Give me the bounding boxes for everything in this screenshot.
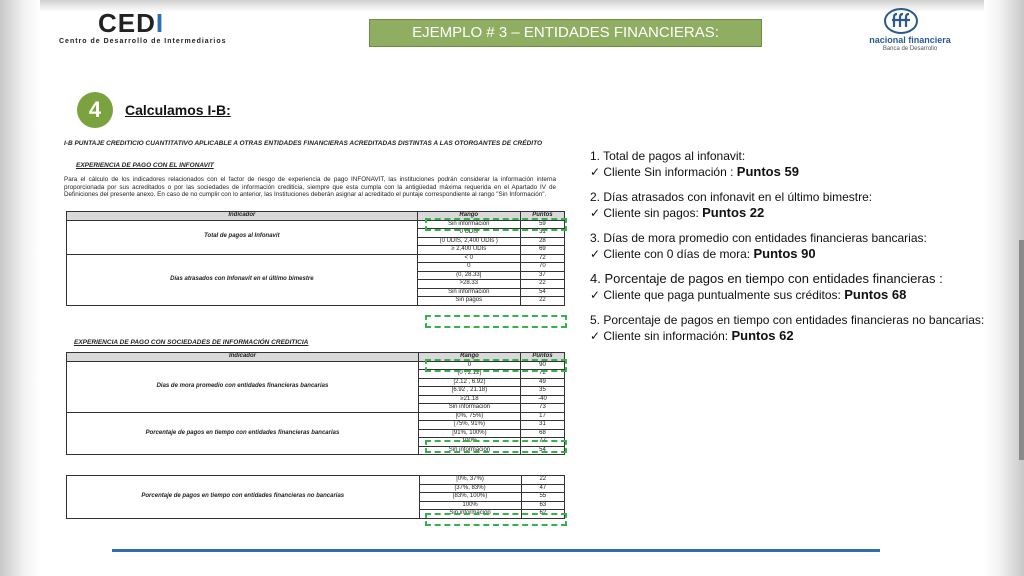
result-points: Puntos 90 — [753, 246, 816, 261]
nf-logo-icon — [884, 8, 918, 34]
points-cell: 68 — [520, 429, 564, 438]
result-points: Puntos 62 — [731, 328, 794, 343]
points-cell: 72 — [520, 254, 564, 263]
points-cell: 31 — [520, 229, 564, 238]
slide-title: EJEMPLO # 3 – ENTIDADES FINANCIERAS: — [369, 19, 762, 47]
indicator-cell: Días de mora promedio con entidades financieras bancarias — [67, 361, 419, 412]
cedi-logo-text — [98, 8, 164, 39]
points-cell: 54 — [520, 288, 564, 297]
cedi-logo-letters: CED — [98, 8, 156, 38]
result-detail — [590, 287, 1006, 303]
points-cell: 54 — [520, 446, 564, 455]
result-detail-text: ✓ Cliente Sin información : — [590, 165, 737, 179]
result-item — [590, 189, 1006, 221]
document-paragraph: Para el cálculo de los indicadores relacionados con el factor de riesgo de experiencia de pago INFONAVIT, las instituciones podrán considerar la información interna proporcionada por sus acreditados o por las sociedades de información crediticia, siempre que esta cumpla con la antigüedad máxima requerida en el Apartado IV de Definiciones del presente anexo. En caso de no cumplir con lo anterior, las Instituciones deberán asignar al acreditado el puntaje correspondiente al rango "Sin Información". — [64, 176, 556, 199]
result-detail-text: ✓ Cliente sin información: — [590, 329, 732, 343]
points-cell: 63 — [521, 501, 564, 510]
result-label: 3. Días de mora promedio con entidades financieras bancarias: — [590, 231, 927, 245]
cedi-logo-subtitle: Centro de Desarrollo de Intermediarios — [59, 38, 227, 45]
range-cell: Sin pagos — [417, 297, 520, 306]
range-cell: (0, 28.33] — [417, 271, 520, 280]
indicator-cell: Porcentaje de pagos en tiempo con entidades financieras bancarias — [67, 412, 419, 455]
header-points: Puntos — [520, 212, 564, 221]
highlight-row-cero-dias — [425, 359, 567, 372]
indicator-cell: Total de pagos al Infonavit — [67, 220, 418, 254]
result-detail-text: ✓ Cliente con 0 días de mora: — [590, 247, 754, 261]
points-cell: 17 — [520, 412, 564, 421]
range-cell: [6.92 , 21.18) — [418, 387, 520, 396]
highlight-row-sin-pagos — [425, 315, 567, 328]
indicator-cell: Porcentaje de pagos en tiempo con entidades financieras no bancarias — [67, 476, 420, 519]
points-cell: 90 — [520, 361, 564, 370]
points-cell: 37 — [520, 271, 564, 280]
result-item — [590, 148, 1006, 180]
points-cell: -40 — [520, 395, 564, 404]
range-cell: [0%, 75%) — [418, 412, 520, 421]
points-cell: 49 — [520, 378, 564, 387]
result-detail — [590, 246, 1006, 262]
result-detail — [590, 328, 1006, 344]
step-title: Calculamos I-B: — [125, 102, 231, 118]
result-label: 4. Porcentaje de pagos en tiempo con entidades financieras : — [590, 271, 943, 286]
nf-logo-name: nacional financiera — [869, 35, 951, 45]
range-cell: Sin información — [417, 288, 520, 297]
header-points: Puntos — [520, 353, 564, 362]
slide-shadow-left — [0, 0, 40, 576]
range-cell: < 0 — [417, 254, 520, 263]
nf-logo-subtitle: Banca de Desarrollo — [882, 46, 938, 52]
points-cell: 59 — [520, 220, 564, 229]
table-row — [67, 412, 565, 421]
points-cell: 62 — [521, 510, 564, 519]
range-cell: (0 UDIS, 2,400 UDIs ) — [417, 237, 520, 246]
bottom-accent-line — [112, 549, 880, 552]
result-item — [590, 312, 1006, 344]
result-item — [590, 230, 1006, 262]
header-indicator: Indicador — [67, 212, 418, 221]
result-detail-text: ✓ Cliente que paga puntualmente sus créditos: — [590, 288, 845, 302]
range-cell: [2.12 , 6.92) — [418, 378, 520, 387]
result-points: Puntos 22 — [702, 205, 765, 220]
indicator-cell: Días atrasados con Infonavit en el último bimestre — [67, 254, 418, 305]
range-cell: 0 UDIs — [417, 229, 520, 238]
points-cell: 22 — [521, 476, 564, 485]
document-title: I-B PUNTAJE CREDITICIO CUANTITATIVO APLICABLE A OTRAS ENTIDADES FINANCIERAS ACREDITADAS DISTINTAS A LAS OTORGANTES DE CRÉDITO — [64, 140, 543, 147]
header-range: Rango — [418, 353, 520, 362]
result-detail-text: ✓ Cliente sin pagos: — [590, 206, 703, 220]
result-detail — [590, 205, 1006, 221]
result-label: 5. Porcentaje de pagos en tiempo con entidades financieras no bancarias: — [590, 313, 985, 327]
document-section-sic: EXPERIENCIA DE PAGO CON SOCIEDADES DE INFORMACIÓN CREDITICIA — [74, 339, 309, 346]
range-cell: 0 — [418, 361, 520, 370]
range-cell: ≥21.18 — [418, 395, 520, 404]
result-item — [590, 271, 1006, 303]
range-cell: (0 , 2.12) — [418, 370, 520, 379]
points-cell: 28 — [520, 237, 564, 246]
points-cell: 31 — [520, 421, 564, 430]
range-cell: [0%, 37%) — [419, 476, 521, 485]
header-indicator: Indicador — [67, 353, 419, 362]
points-cell: 69 — [520, 246, 564, 255]
range-cell: 100% — [418, 438, 520, 447]
document-section-infonavit: EXPERIENCIA DE PAGO CON EL INFONAVIT — [76, 162, 214, 169]
highlight-row-sin-informacion-no-bancarias — [425, 513, 567, 526]
points-cell: 70 — [520, 263, 564, 272]
results-text — [590, 148, 1006, 353]
cedi-logo-letter-i: I — [155, 8, 165, 38]
range-cell: 100% — [419, 501, 521, 510]
result-label: 1. Total de pagos al infonavit: — [590, 149, 746, 163]
range-cell: 0 — [417, 263, 520, 272]
result-points: Puntos 59 — [736, 164, 799, 179]
range-cell: [83%, 100%) — [419, 493, 521, 502]
points-cell: 55 — [521, 493, 564, 502]
range-cell: Sin información — [418, 404, 520, 413]
result-label: 2. Días atrasados con infonavit en el último bimestre: — [590, 190, 873, 204]
points-cell: 47 — [521, 484, 564, 493]
header-range: Rango — [417, 212, 520, 221]
points-cell: 35 — [520, 387, 564, 396]
highlight-row-sin-informacion — [425, 218, 567, 231]
points-cell: 77 — [520, 438, 564, 447]
window-edge-strip — [1019, 240, 1024, 460]
range-cell: [75%, 91%) — [418, 421, 520, 430]
range-cell: [91%, 100%) — [418, 429, 520, 438]
range-cell: Sin información — [418, 446, 520, 455]
points-cell: 22 — [520, 280, 564, 289]
range-cell: [37%, 83%) — [419, 484, 521, 493]
range-cell: Sin información — [417, 220, 520, 229]
range-cell: Sin información — [419, 510, 521, 519]
table-row — [67, 254, 565, 263]
nacional-financiera-logo — [860, 8, 960, 52]
table-row — [67, 476, 565, 485]
range-cell: >28.33 — [417, 280, 520, 289]
highlight-row-91-100 — [425, 440, 567, 453]
points-cell: 72 — [520, 370, 564, 379]
result-points: Puntos 68 — [844, 287, 907, 302]
step-number-badge: 4 — [77, 92, 113, 128]
points-cell: 73 — [520, 404, 564, 413]
points-cell: 22 — [520, 297, 564, 306]
result-detail — [590, 164, 1006, 180]
range-cell: ≥ 2,400 UDIs — [417, 246, 520, 255]
table-sic-no-bancarias — [66, 475, 565, 519]
